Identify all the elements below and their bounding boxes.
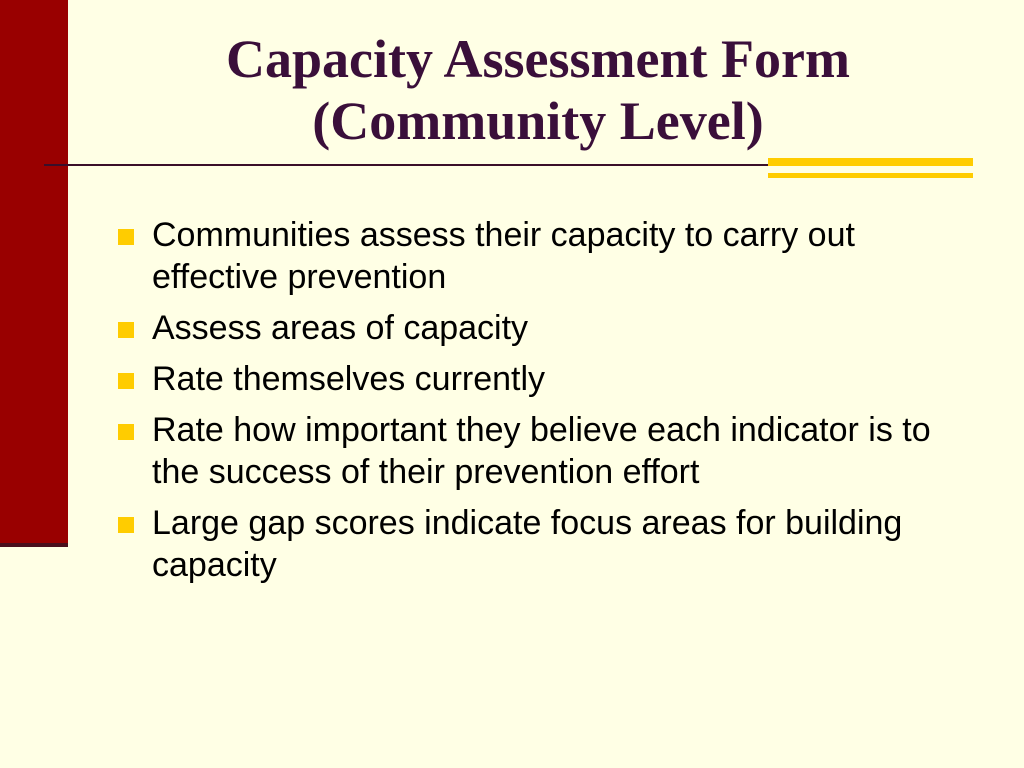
square-bullet-icon xyxy=(118,373,134,389)
accent-bar-bottom xyxy=(768,173,973,178)
bullet-item xyxy=(118,358,958,400)
bullet-text: Rate themselves currently xyxy=(152,360,546,398)
bullet-text: Rate how important they believe each indicator is to the success of their prevention effort xyxy=(152,411,931,491)
square-bullet-icon xyxy=(118,517,134,533)
bullet-item xyxy=(118,409,958,493)
slide-title-line-2: (Community Level) xyxy=(312,91,764,151)
bullet-item xyxy=(118,307,958,349)
square-bullet-icon xyxy=(118,229,134,245)
bullet-text: Large gap scores indicate focus areas for building capacity xyxy=(152,504,903,584)
side-bar-edge xyxy=(0,543,68,547)
square-bullet-icon xyxy=(118,322,134,338)
side-bar xyxy=(0,0,68,543)
accent-bar-top xyxy=(768,158,973,166)
bullet-text: Assess areas of capacity xyxy=(152,309,529,347)
slide-title-line-1: Capacity Assessment Form xyxy=(226,29,850,89)
bullet-list xyxy=(118,214,958,595)
bullet-item xyxy=(118,502,958,586)
title-underline-rule xyxy=(44,164,769,166)
bullet-text: Communities assess their capacity to carry out effective prevention xyxy=(152,216,855,296)
slide-title xyxy=(100,28,976,152)
square-bullet-icon xyxy=(118,424,134,440)
bullet-item xyxy=(118,214,958,298)
